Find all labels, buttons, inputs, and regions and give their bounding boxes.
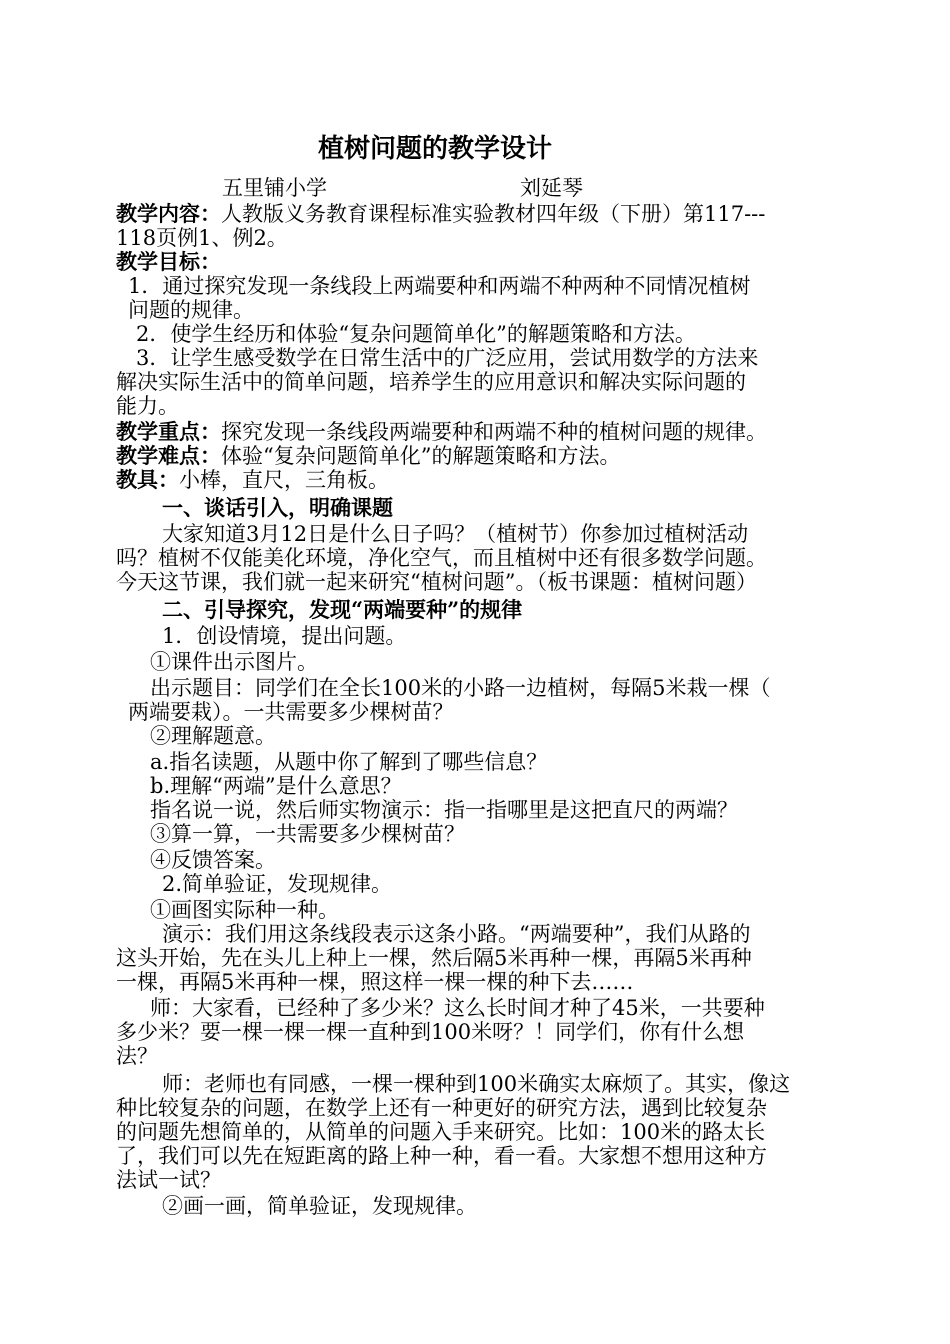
- section-1-para-line-1: 大家知道3月12日是什么日子吗？（植树节）你参加过植树活动: [162, 522, 749, 546]
- teacher-1-line-2: 多少米？要一棵一棵一棵一直种到100米呀？！同学们，你有什么想: [116, 1020, 745, 1044]
- demo-line-2: 这头开始，先在头儿上种上一棵，然后隔5米再种一棵，再隔5米再种: [116, 946, 752, 970]
- step-2-a: ①画图实际种一种。: [150, 898, 339, 922]
- step-1-b: ②理解题意。: [150, 724, 276, 748]
- problem-line-2: 两端要栽）。一共需要多少棵树苗？: [128, 700, 454, 724]
- step-1-b-b: b.理解“两端”是什么意思？: [150, 774, 402, 798]
- key-point: [116, 420, 767, 444]
- goal-3-line-2: 解决实际生活中的简单问题，培养学生的应用意识和解决实际问题的: [116, 370, 746, 394]
- author-name: 刘延琴: [520, 176, 583, 200]
- section-1-para-line-3: 今天这节课，我们就一起来研究“植树问题”。（板书课题：植树问题）: [116, 570, 757, 594]
- step-1-c: ③算一算，一共需要多少棵树苗？: [150, 822, 465, 846]
- teacher-2-line-4: 了，我们可以先在短距离的路上种一种，看一看。大家想不想用这种方: [116, 1144, 767, 1168]
- content-line-1: [116, 202, 765, 226]
- step-1-a: ①课件出示图片。: [150, 650, 318, 674]
- step-2: 2.简单验证，发现规律。: [162, 872, 393, 896]
- teacher-2-line-2: 种比较复杂的问题，在数学上还有一种更好的研究方法，遇到比较复杂: [116, 1096, 767, 1120]
- teacher-1-line-3: 法？: [116, 1044, 158, 1068]
- teacher-1-line-1: 师：大家看，已经种了多少米？这么长时间才种了45米，一共要种: [150, 996, 765, 1020]
- step-2-b: ②画一画，简单验证，发现规律。: [162, 1194, 477, 1218]
- goals-label: 教学目标：: [116, 249, 221, 274]
- key-label: 教学重点：: [116, 419, 221, 444]
- school-name: 五里铺小学: [222, 176, 327, 200]
- teacher-2-line-1: 师：老师也有同感，一棵一棵种到100米确实太麻烦了。其实，像这: [162, 1072, 791, 1096]
- tools-text: 小棒，直尺，三角板。: [179, 468, 389, 492]
- goal-3-line-3: 能力。: [116, 394, 179, 418]
- step-1: 1．创设情境，提出问题。: [162, 624, 407, 648]
- difficulty-text: 体验“复杂问题简单化”的解题策略和方法。: [221, 444, 621, 468]
- teacher-2-line-5: 法试一试？: [116, 1168, 221, 1192]
- key-text: 探究发现一条线段两端要种和两端不种的植树问题的规律。: [221, 420, 767, 444]
- content-text-1: 人教版义务教育课程标准实验教材四年级（下册）第117---: [221, 202, 766, 226]
- goal-2: 2．使学生经历和体验“复杂问题简单化”的解题策略和方法。: [136, 322, 696, 346]
- problem-line-1: 出示题目：同学们在全长100米的小路一边植树，每隔5米栽一棵（: [150, 676, 771, 700]
- goal-1-line-2: 问题的规律。: [128, 298, 254, 322]
- section-1-heading: 一、谈话引入，明确课题: [162, 495, 393, 520]
- content-text-2: 118页例1、例2。: [116, 226, 288, 250]
- step-1-b-a: a.指名读题，从题中你了解到了哪些信息？: [150, 750, 548, 774]
- tools-label: 教具：: [116, 467, 179, 492]
- content-label: 教学内容：: [116, 201, 221, 226]
- section-2-heading: 二、引导探究，发现“两端要种”的规律: [162, 597, 523, 622]
- difficulty-point: [116, 444, 620, 468]
- step-1-d: ④反馈答案。: [150, 848, 276, 872]
- section-1-para-line-2: 吗？植树不仅能美化环境，净化空气，而且植树中还有很多数学问题。: [116, 546, 767, 570]
- teacher-2-line-3: 的问题先想简单的，从简单的问题入手来研究。比如：100米的路太长: [116, 1120, 766, 1144]
- demo-line-3: 一棵，再隔5米再种一棵，照这样一棵一棵的种下去……: [116, 970, 634, 994]
- tools: [116, 468, 389, 492]
- page-title: 植树问题的教学设计: [318, 134, 553, 164]
- goal-1-line-1: 1．通过探究发现一条线段上两端要种和两端不种两种不同情况植树: [128, 274, 751, 298]
- goal-3-line-1: 3．让学生感受数学在日常生活中的广泛应用，尝试用数学的方法来: [136, 346, 759, 370]
- step-1-b-c: 指名说一说，然后师实物演示：指一指哪里是这把直尺的两端？: [150, 798, 738, 822]
- difficulty-label: 教学难点：: [116, 443, 221, 468]
- demo-line-1: 演示：我们用这条线段表示这条小路。“两端要种”，我们从路的: [162, 922, 751, 946]
